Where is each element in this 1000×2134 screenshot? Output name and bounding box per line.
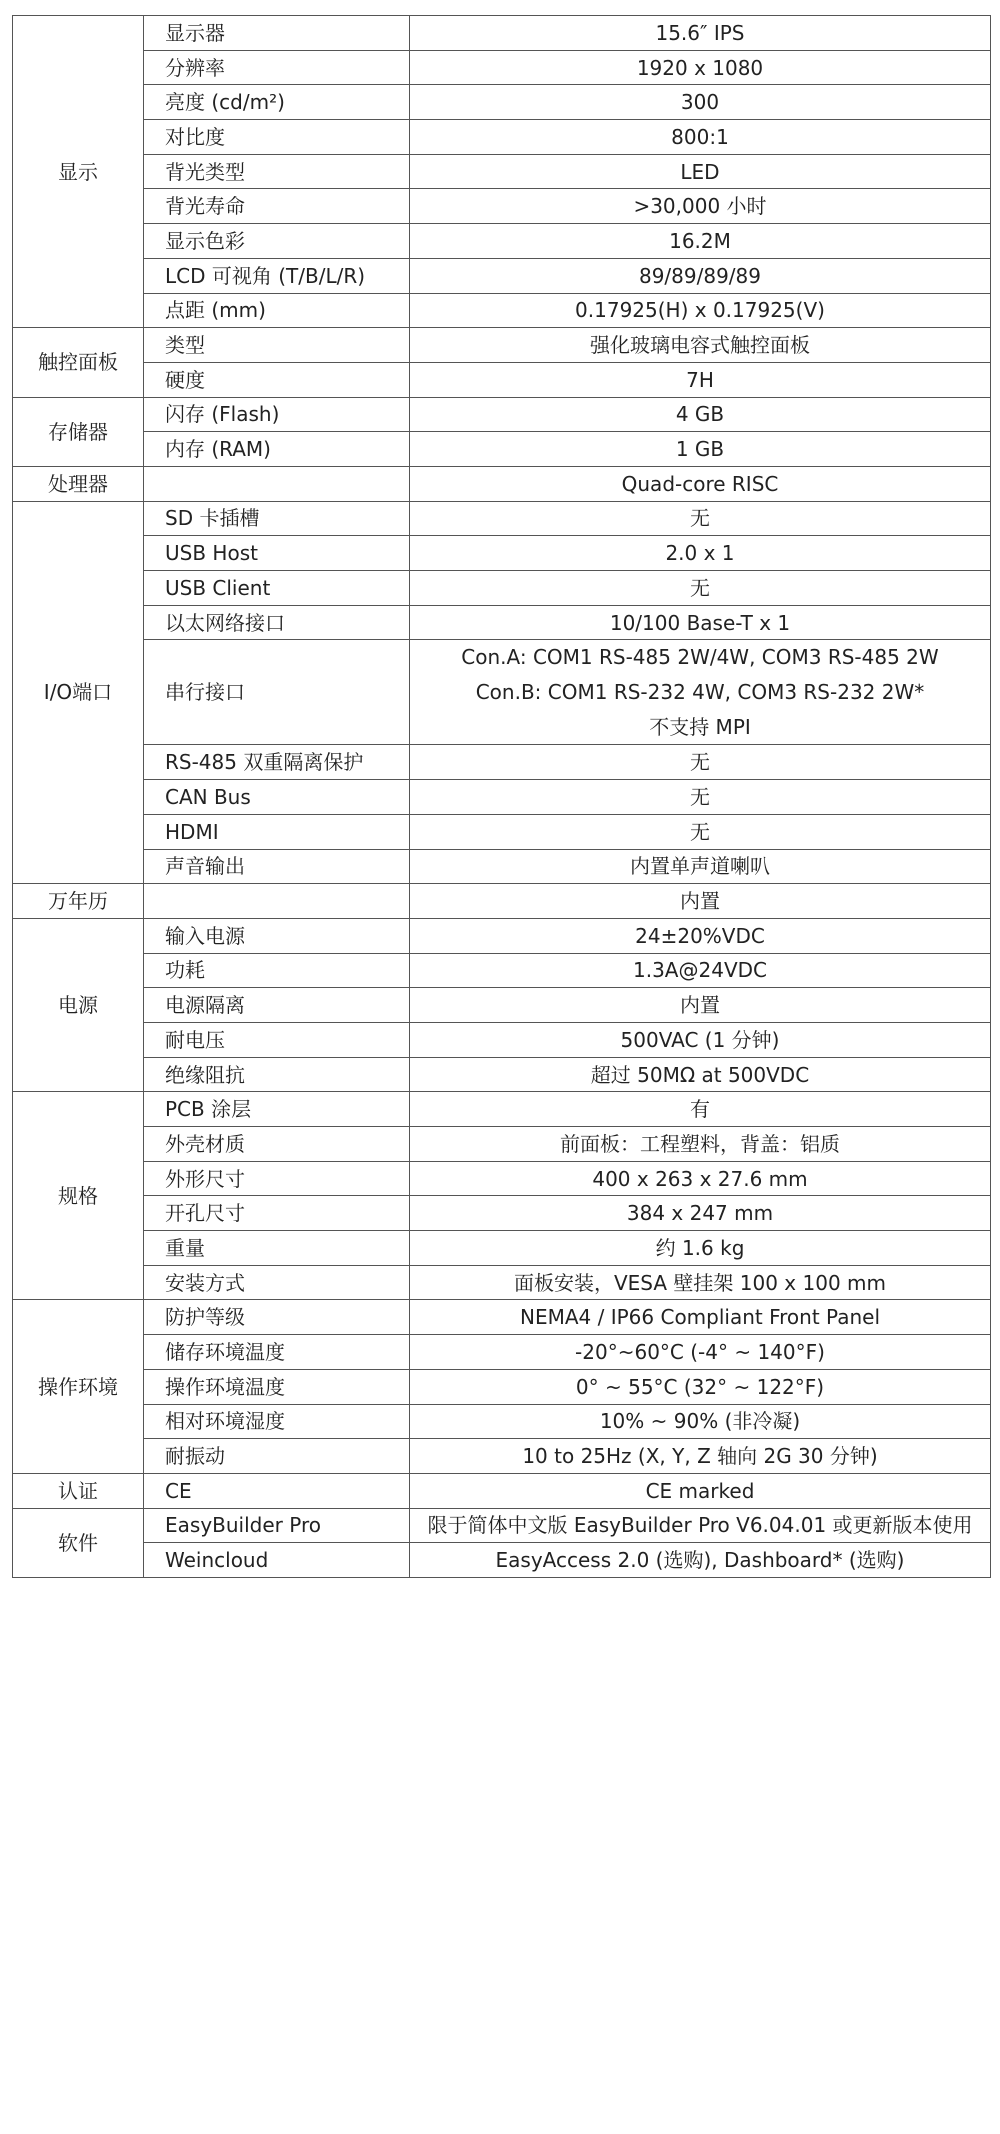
value-cell: 无 (410, 780, 991, 815)
value-cell: 无 (410, 814, 991, 849)
item-cell: 闪存 (Flash) (144, 397, 410, 432)
value-cell: -20°~60°C (-4° ~ 140°F) (410, 1335, 991, 1370)
item-cell: 硬度 (144, 362, 410, 397)
value-cell: 限于简体中文版 EasyBuilder Pro V6.04.01 或更新版本使用 (410, 1508, 991, 1543)
category-cell: 处理器 (13, 466, 144, 501)
spec-row (13, 328, 991, 363)
item-cell: 绝缘阻抗 (144, 1057, 410, 1092)
spec-row (13, 571, 991, 606)
item-cell: 外壳材质 (144, 1127, 410, 1162)
value-cell: 800:1 (410, 120, 991, 155)
spec-row (13, 1543, 991, 1578)
item-cell: 串行接口 (144, 640, 410, 745)
value-cell: 无 (410, 745, 991, 780)
value-cell: 内置 (410, 988, 991, 1023)
spec-row (13, 1231, 991, 1266)
item-cell (144, 466, 410, 501)
item-cell: 电源隔离 (144, 988, 410, 1023)
item-cell: 类型 (144, 328, 410, 363)
spec-row (13, 1196, 991, 1231)
spec-row (13, 258, 991, 293)
value-cell: 无 (410, 501, 991, 536)
spec-row (13, 1022, 991, 1057)
item-cell: 亮度 (cd/m²) (144, 85, 410, 120)
value-cell: 15.6″ IPS (410, 16, 991, 51)
item-cell: CE (144, 1473, 410, 1508)
category-cell: 认证 (13, 1473, 144, 1508)
item-cell: HDMI (144, 814, 410, 849)
spec-row (13, 1369, 991, 1404)
value-cell: 1.3A@24VDC (410, 953, 991, 988)
item-cell: 点距 (mm) (144, 293, 410, 328)
spec-row (13, 953, 991, 988)
spec-row (13, 1057, 991, 1092)
value-cell: LED (410, 154, 991, 189)
spec-row (13, 814, 991, 849)
category-cell: 软件 (13, 1508, 144, 1577)
item-cell: 储存环境温度 (144, 1335, 410, 1370)
item-cell: 重量 (144, 1231, 410, 1266)
item-cell: RS-485 双重隔离保护 (144, 745, 410, 780)
value-cell: 384 x 247 mm (410, 1196, 991, 1231)
spec-row (13, 85, 991, 120)
spec-row (13, 362, 991, 397)
spec-row (13, 397, 991, 432)
item-cell: USB Client (144, 571, 410, 606)
item-cell: 背光寿命 (144, 189, 410, 224)
spec-row (13, 780, 991, 815)
category-cell: 操作环境 (13, 1300, 144, 1473)
value-cell: 约 1.6 kg (410, 1231, 991, 1266)
value-cell: 7H (410, 362, 991, 397)
spec-row (13, 120, 991, 155)
spec-row (13, 536, 991, 571)
spec-row (13, 466, 991, 501)
item-cell: 外形尺寸 (144, 1161, 410, 1196)
spec-row (13, 154, 991, 189)
category-cell: 显示 (13, 16, 144, 328)
value-cell: 面板安装，VESA 壁挂架 100 x 100 mm (410, 1265, 991, 1300)
value-line: 不支持 MPI (649, 714, 751, 739)
spec-row (13, 988, 991, 1023)
spec-row (13, 918, 991, 953)
spec-row (13, 1265, 991, 1300)
item-cell: 显示色彩 (144, 224, 410, 259)
category-cell: 万年历 (13, 884, 144, 919)
item-cell: 功耗 (144, 953, 410, 988)
spec-row (13, 1161, 991, 1196)
item-cell: SD 卡插槽 (144, 501, 410, 536)
item-cell: 开孔尺寸 (144, 1196, 410, 1231)
value-cell: 300 (410, 85, 991, 120)
spec-row (13, 1092, 991, 1127)
value-cell: 10 to 25Hz (X, Y, Z 轴向 2G 30 分钟) (410, 1439, 991, 1474)
spec-row (13, 640, 991, 745)
value-cell: 内置单声道喇叭 (410, 849, 991, 884)
spec-row (13, 501, 991, 536)
item-cell: 输入电源 (144, 918, 410, 953)
spec-table-body (13, 16, 991, 1578)
spec-row (13, 293, 991, 328)
value-cell: EasyAccess 2.0 (选购), Dashboard* (选购) (410, 1543, 991, 1578)
value-cell: 24±20%VDC (410, 918, 991, 953)
value-cell: 500VAC (1 分钟) (410, 1022, 991, 1057)
item-cell: 耐电压 (144, 1022, 410, 1057)
value-cell: NEMA4 / IP66 Compliant Front Panel (410, 1300, 991, 1335)
value-cell: Quad-core RISC (410, 466, 991, 501)
item-cell: 内存 (RAM) (144, 432, 410, 467)
item-cell: CAN Bus (144, 780, 410, 815)
value-line: Con.B: COM1 RS-232 4W, COM3 RS-232 2W* (475, 680, 925, 705)
spec-table (12, 15, 991, 1578)
spec-row (13, 16, 991, 51)
spec-row (13, 432, 991, 467)
item-cell: Weincloud (144, 1543, 410, 1578)
item-cell: 相对环境湿度 (144, 1404, 410, 1439)
spec-row (13, 1300, 991, 1335)
category-cell: 规格 (13, 1092, 144, 1300)
spec-row (13, 849, 991, 884)
spec-row (13, 1335, 991, 1370)
value-cell: 无 (410, 571, 991, 606)
category-cell: 电源 (13, 918, 144, 1091)
value-cell: 0.17925(H) x 0.17925(V) (410, 293, 991, 328)
item-cell: 防护等级 (144, 1300, 410, 1335)
spec-row (13, 745, 991, 780)
item-cell: USB Host (144, 536, 410, 571)
value-cell: 10% ~ 90% (非冷凝) (410, 1404, 991, 1439)
value-cell: 0° ~ 55°C (32° ~ 122°F) (410, 1369, 991, 1404)
value-cell: 400 x 263 x 27.6 mm (410, 1161, 991, 1196)
item-cell: 以太网络接口 (144, 605, 410, 640)
item-cell: 对比度 (144, 120, 410, 155)
spec-row (13, 1404, 991, 1439)
value-cell: 10/100 Base-T x 1 (410, 605, 991, 640)
value-cell: 2.0 x 1 (410, 536, 991, 571)
item-cell: PCB 涂层 (144, 1092, 410, 1127)
value-cell: 1 GB (410, 432, 991, 467)
spec-row (13, 884, 991, 919)
value-cell: 强化玻璃电容式触控面板 (410, 328, 991, 363)
value-cell: 前面板：工程塑料，背盖：铝质 (410, 1127, 991, 1162)
value-cell: 内置 (410, 884, 991, 919)
category-cell: 存储器 (13, 397, 144, 466)
value-cell: 4 GB (410, 397, 991, 432)
spec-row (13, 189, 991, 224)
value-cell: 超过 50MΩ at 500VDC (410, 1057, 991, 1092)
item-cell: 耐振动 (144, 1439, 410, 1474)
category-cell: 触控面板 (13, 328, 144, 397)
item-cell (144, 884, 410, 919)
item-cell: 背光类型 (144, 154, 410, 189)
value-cell: >30,000 小时 (410, 189, 991, 224)
item-cell: EasyBuilder Pro (144, 1508, 410, 1543)
item-cell: 显示器 (144, 16, 410, 51)
category-cell: I/O端口 (13, 501, 144, 884)
item-cell: 声音输出 (144, 849, 410, 884)
spec-row (13, 1439, 991, 1474)
spec-row (13, 1127, 991, 1162)
value-cell: 1920 x 1080 (410, 50, 991, 85)
value-cell: CE marked (410, 1473, 991, 1508)
value-cell: 16.2M (410, 224, 991, 259)
item-cell: LCD 可视角 (T/B/L/R) (144, 258, 410, 293)
value-cell (410, 640, 991, 745)
value-cell: 有 (410, 1092, 991, 1127)
value-cell: 89/89/89/89 (410, 258, 991, 293)
spec-row (13, 605, 991, 640)
spec-row (13, 224, 991, 259)
spec-row (13, 50, 991, 85)
spec-row (13, 1473, 991, 1508)
value-line: Con.A: COM1 RS-485 2W/4W, COM3 RS-485 2W (461, 645, 939, 670)
item-cell: 分辨率 (144, 50, 410, 85)
item-cell: 操作环境温度 (144, 1369, 410, 1404)
spec-row (13, 1508, 991, 1543)
item-cell: 安装方式 (144, 1265, 410, 1300)
